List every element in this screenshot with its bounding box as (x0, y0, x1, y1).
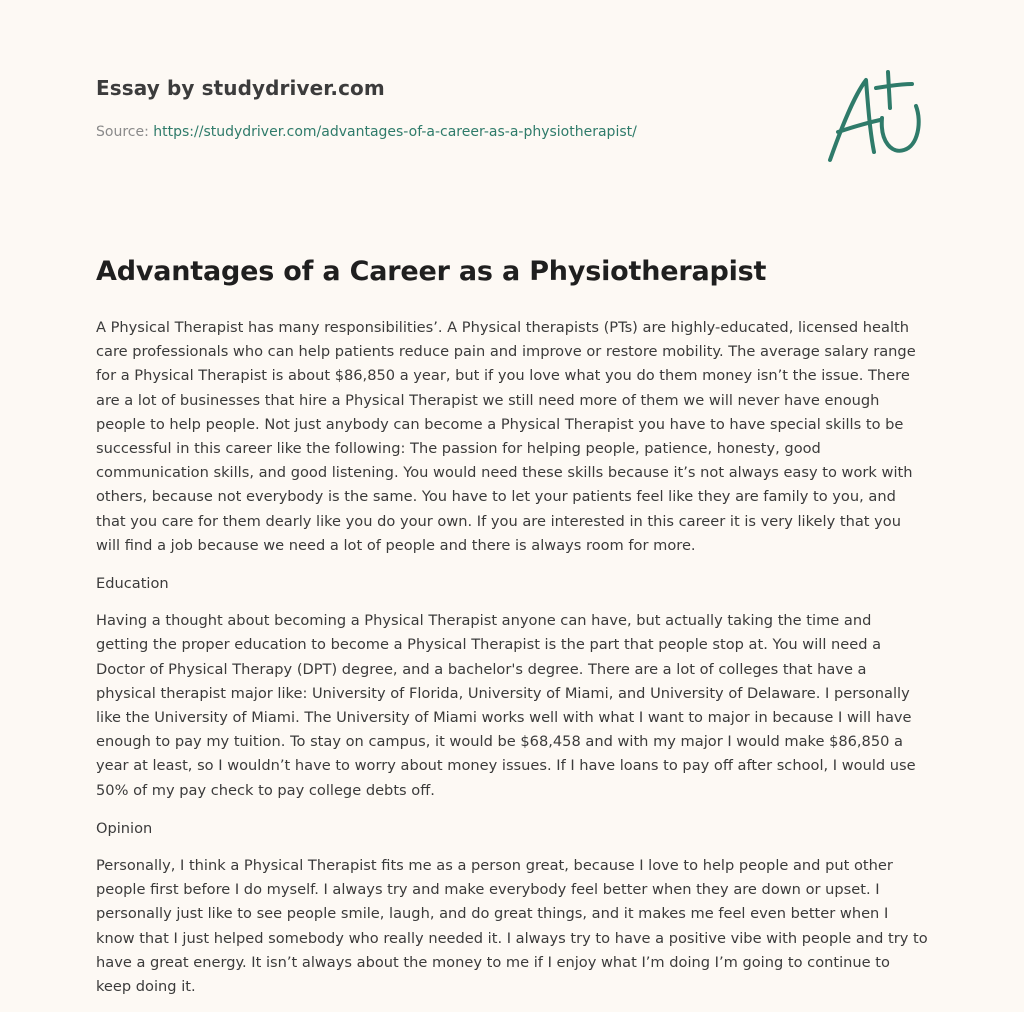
source-link[interactable]: https://studydriver.com/advantages-of-a-career-as-a-physiotherapist/ (153, 124, 637, 140)
essay-title: Advantages of a Career as a Physiotherapist (96, 256, 767, 287)
education-heading: Education (96, 575, 169, 593)
site-brand: Essay by studydriver.com (96, 76, 385, 100)
essay-body (96, 316, 928, 1012)
intro-paragraph: A Physical Therapist has many responsibilities’. A Physical therapists (PTs) are highly-educated, licensed health care professionals who can help patients reduce pain and improve or restore mobility. The average salary range for a Physical Therapist is about $86,850 a year, but if you love what you do them money isn’t the issue. There are a lot of businesses that hire a Physical Therapist we still need more of them we will never have enough people to help people. Not just anybody can become a Physical Therapist you have to have special skills to be successful in this career like the following: The passion for helping people, patience, honesty, good communication skills, and good listening. You would need these skills because it’s not always easy to work with others, because not everybody is the same. You have to let your patients feel like they are family to you, and that you care for them dearly like you do your own. If you are interested in this career it is very likely that you will find a job because we need a lot of people and there is always room for more. (96, 319, 916, 554)
education-paragraph: Having a thought about becoming a Physical Therapist anyone can have, but actually taking the time and getting the proper education to become a Physical Therapist is the part that people stop at. You will need a Doctor of Physical Therapy (DPT) degree, and a bachelor's degree. There are a lot of colleges that have a physical therapist major like: University of Florida, University of Miami, and University of Delaware. I personally like the University of Miami. The University of Miami works well with what I want to major in because I will have enough to pay my tuition. To stay on campus, it would be $68,458 and with my major I would make $86,850 a year at least, so I wouldn’t have to worry about money issues. If I have loans to pay off after school, I would use 50% of my pay check to pay college debts off. (96, 612, 916, 799)
opinion-paragraph: Personally, I think a Physical Therapist fits me as a person great, because I love to help people and put other people first before I do myself. I always try and make everybody feel better when they are down or upset. I personally just like to see people smile, laugh, and do great things, and it makes me feel even better when I know that I just helped somebody who really needed it. I always try to have a positive vibe with people and try to have a great energy. It isn’t always about the money to me if I enjoy what I’m doing I’m going to continue to keep doing it. (96, 857, 928, 996)
grade-logo (820, 66, 932, 166)
opinion-heading: Opinion (96, 819, 153, 837)
source-label: Source: (96, 124, 154, 140)
a-plus-icon (820, 66, 932, 166)
source-line (96, 124, 637, 140)
